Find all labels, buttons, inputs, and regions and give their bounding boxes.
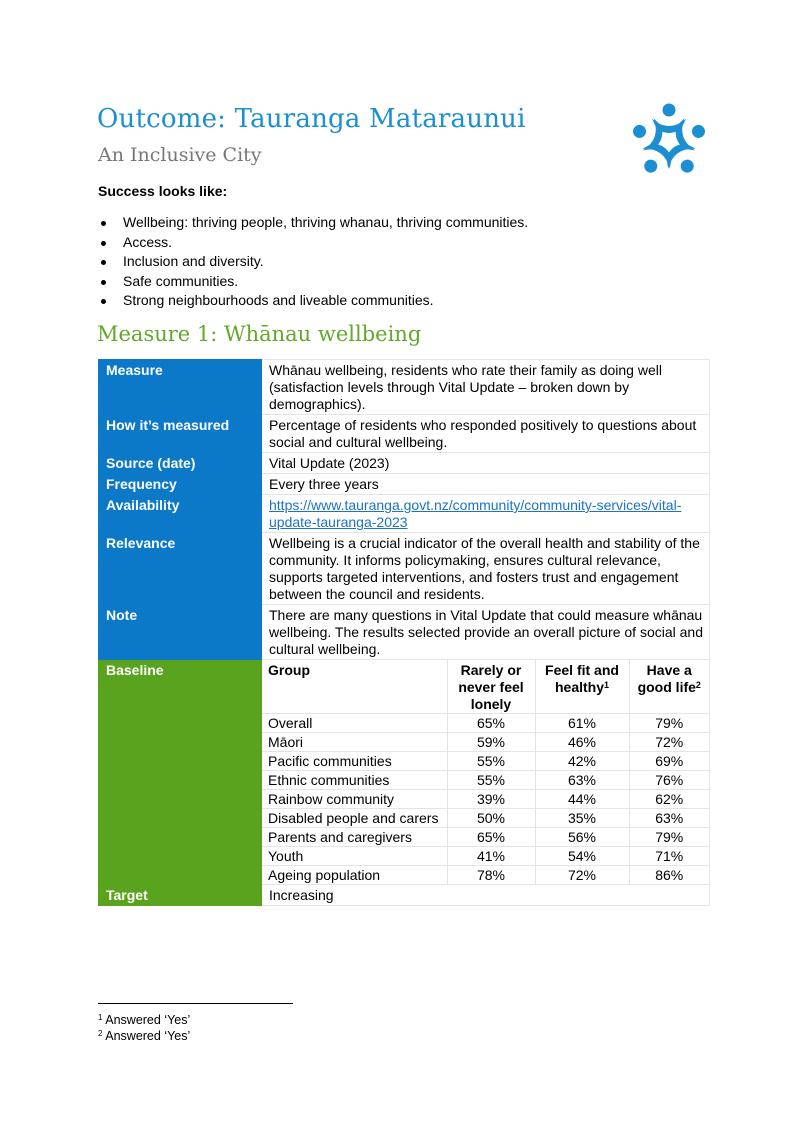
fit-value: 42%: [535, 752, 629, 771]
footnote-divider: [98, 1003, 293, 1004]
table-row: [99, 533, 710, 605]
row-label-frequency: Frequency: [99, 474, 262, 495]
lonely-value: 65%: [447, 714, 535, 733]
footnote-ref: 1: [604, 680, 610, 690]
table-row: [262, 828, 709, 847]
lonely-value: 78%: [447, 866, 535, 885]
table-row: [262, 771, 709, 790]
footnote-number: 2: [98, 1029, 103, 1038]
good-life-value: 71%: [629, 847, 709, 866]
table-row: [262, 733, 709, 752]
row-label-note: Note: [99, 605, 262, 660]
table-row: [262, 809, 709, 828]
group-name: Pacific communities: [262, 752, 447, 771]
community-people-logo-icon: [628, 100, 710, 182]
measure-heading: Measure 1: Whānau wellbeing: [97, 322, 422, 346]
table-row: [262, 790, 709, 809]
footnote-text: Answered ‘Yes’: [105, 1013, 191, 1027]
row-label-source: Source (date): [99, 453, 262, 474]
baseline-table: [262, 660, 709, 884]
good-life-value: 79%: [629, 828, 709, 847]
col-header-lonely: Rarely or never feel lonely: [447, 660, 535, 714]
fit-value: 35%: [535, 809, 629, 828]
table-row: [99, 885, 710, 906]
table-row: [99, 415, 710, 453]
fit-value: 56%: [535, 828, 629, 847]
row-label-availability: Availability: [99, 495, 262, 533]
row-value-frequency: Every three years: [262, 474, 710, 495]
good-life-value: 63%: [629, 809, 709, 828]
row-value-availability: [262, 495, 710, 533]
row-label-target: Target: [99, 885, 262, 906]
row-label-how-measured: How it’s measured: [99, 415, 262, 453]
table-row: [99, 605, 710, 660]
list-item: Access.: [98, 233, 528, 253]
footnote-text: Answered ‘Yes’: [105, 1029, 191, 1043]
fit-value: 72%: [535, 866, 629, 885]
col-header-good-life: [629, 660, 709, 714]
row-value-target: Increasing: [262, 885, 710, 906]
group-name: Ageing population: [262, 866, 447, 885]
fit-value: 63%: [535, 771, 629, 790]
lonely-value: 39%: [447, 790, 535, 809]
table-row: [99, 660, 710, 885]
page-title: Outcome: Tauranga Mataraunui: [97, 104, 526, 134]
col-header-fit: [535, 660, 629, 714]
col-header-fit-text: Feel fit and healthy: [545, 662, 619, 695]
page-subtitle: An Inclusive City: [98, 144, 262, 166]
group-name: Parents and caregivers: [262, 828, 447, 847]
table-row: [99, 360, 710, 415]
footnote: [98, 1028, 190, 1044]
lonely-value: 55%: [447, 771, 535, 790]
col-header-good-life-text: Have a good life: [637, 662, 696, 695]
success-list: [98, 213, 528, 311]
fit-value: 54%: [535, 847, 629, 866]
lonely-value: 50%: [447, 809, 535, 828]
footnote: [98, 1012, 190, 1028]
lonely-value: 55%: [447, 752, 535, 771]
table-row: [262, 866, 709, 885]
baseline-cell: [262, 660, 710, 885]
vital-update-link[interactable]: https://www.tauranga.govt.nz/community/community-services/vital-update-tauranga-2023: [269, 497, 682, 530]
row-value-how-measured: Percentage of residents who responded positively to questions about social and cultural wellbeing.: [262, 415, 710, 453]
list-item: Strong neighbourhoods and liveable communities.: [98, 291, 528, 311]
row-value-note: There are many questions in Vital Update that could measure whānau wellbeing. The results selected provide an overall picture of social and cultural wellbeing.: [262, 605, 710, 660]
group-name: Overall: [262, 714, 447, 733]
fit-value: 46%: [535, 733, 629, 752]
group-name: Youth: [262, 847, 447, 866]
baseline-header-row: [262, 660, 709, 714]
group-name: Ethnic communities: [262, 771, 447, 790]
group-name: Disabled people and carers: [262, 809, 447, 828]
fit-value: 44%: [535, 790, 629, 809]
good-life-value: 79%: [629, 714, 709, 733]
row-label-baseline: Baseline: [99, 660, 262, 885]
footnote-ref: 2: [695, 680, 701, 690]
group-name: Rainbow community: [262, 790, 447, 809]
good-life-value: 86%: [629, 866, 709, 885]
row-value-measure: Whānau wellbeing, residents who rate their family as doing well (satisfaction levels through Vital Update – broken down by demographics).: [262, 360, 710, 415]
good-life-value: 72%: [629, 733, 709, 752]
row-label-relevance: Relevance: [99, 533, 262, 605]
list-item: Safe communities.: [98, 272, 528, 292]
good-life-value: 76%: [629, 771, 709, 790]
row-value-relevance: Wellbeing is a crucial indicator of the overall health and stability of the community. It informs policymaking, ensures cultural relevance, supports targeted interventions, and fosters trust and engagement between the council and residents.: [262, 533, 710, 605]
good-life-value: 62%: [629, 790, 709, 809]
lonely-value: 41%: [447, 847, 535, 866]
group-name: Māori: [262, 733, 447, 752]
table-row: [262, 847, 709, 866]
table-row: [262, 752, 709, 771]
footnote-number: 1: [98, 1013, 103, 1022]
footnotes: [98, 1012, 190, 1044]
fit-value: 61%: [535, 714, 629, 733]
lonely-value: 65%: [447, 828, 535, 847]
table-row: [99, 495, 710, 533]
list-item: Inclusion and diversity.: [98, 252, 528, 272]
success-heading: Success looks like:: [98, 183, 228, 199]
table-row: [99, 453, 710, 474]
good-life-value: 69%: [629, 752, 709, 771]
measure-table: [98, 359, 710, 906]
table-row: [262, 714, 709, 733]
row-value-source: Vital Update (2023): [262, 453, 710, 474]
col-header-group: Group: [262, 660, 447, 714]
list-item: Wellbeing: thriving people, thriving whanau, thriving communities.: [98, 213, 528, 233]
row-label-measure: Measure: [99, 360, 262, 415]
table-row: [99, 474, 710, 495]
lonely-value: 59%: [447, 733, 535, 752]
